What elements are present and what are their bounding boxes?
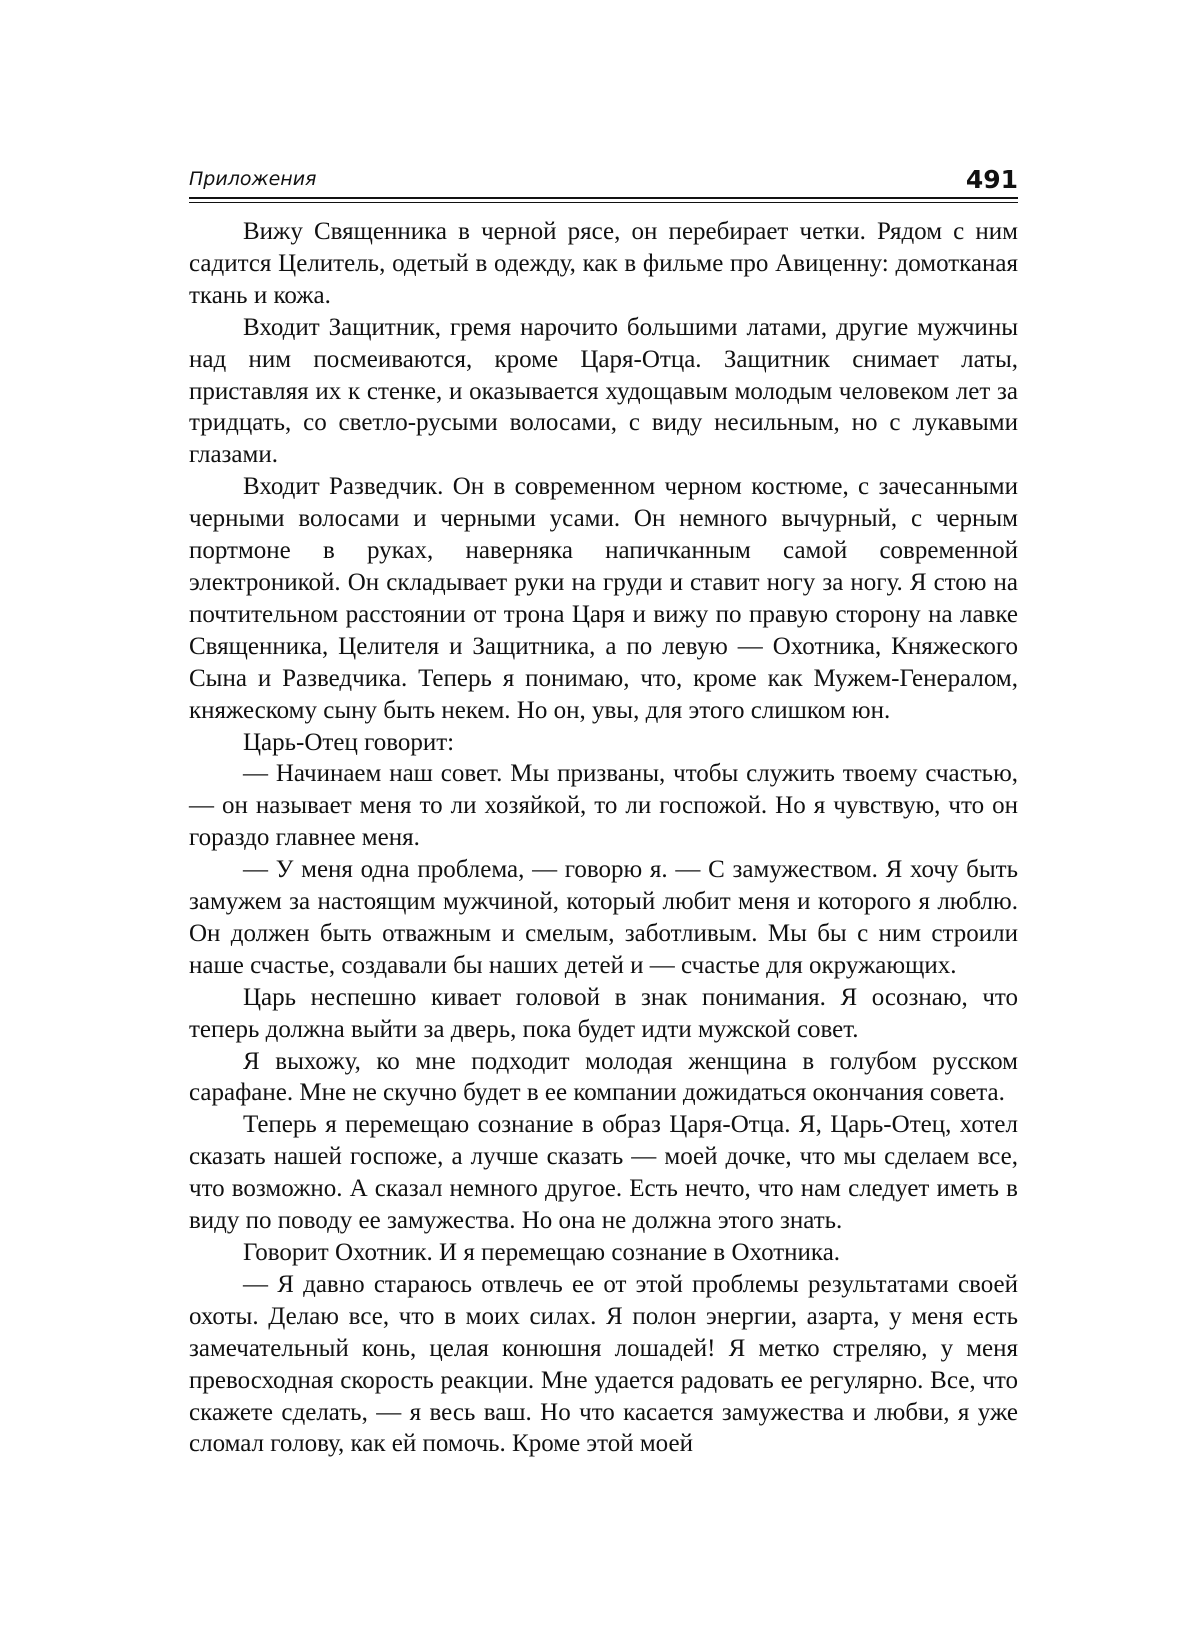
paragraph: — Начинаем наш совет. Мы призваны, чтобы служить твоему счастью, — он называет меня то ли хозяйкой, то ли госпожой. Но я чувствую, что он гораздо главнее меня. <box>189 760 1018 852</box>
paragraph: Я выхожу, ко мне подходит молодая женщина в голубом русском сарафане. Мне не скучно будет в ее компании дожидаться окончания совета. <box>189 1047 1018 1107</box>
paragraph: Царь-Отец говорит: <box>243 728 455 756</box>
paragraph: — Я давно стараюсь отвлечь ее от этой проблемы результатами своей охоты. Делаю все, что в моих силах. Я полон энергии, азарта, у меня есть замечательный конь, целая конюшня лошадей! Я метко стреляю, у меня превосходная скорость реакции. Мне удается радовать ее регулярно. Все, что скажете сделать, — я весь ваш. Но что касается замужества и любви, я уже сломал голову, как ей помочь. Кроме этой моей <box>189 1270 1018 1458</box>
paragraph: Говорит Охотник. И я перемещаю сознание в Охотника. <box>243 1239 841 1266</box>
header-rule <box>189 197 1018 199</box>
paragraph: Входит Разведчик. Он в современном черном костюме, с зачесанными черными волосами и черными усами. Он немного вычурный, с черным портмоне в руках, наверняка напичканным самой современной электроникой. Он складывает руки на груди и ставит ногу за ногу. Я стою на почтительном расстоянии от трона Царя и вижу по правую сторону на лавке Священника, Целителя и Защитника, а по левую — Охотника, Княжеского Сына и Разведчика. Теперь я понимаю, что, кроме как Мужем-Генералом, княжескому сыну быть некем. Но он, увы, для этого слишком юн. <box>189 473 1018 724</box>
paragraph: Царь неспешно кивает головой в знак понимания. Я осознаю, что теперь должна выйти за дверь, пока будет идти мужской совет. <box>189 983 1018 1043</box>
paragraph: Теперь я перемещаю сознание в образ Царя-Отца. Я, Царь-Отец, хотел сказать нашей госпоже, а лучше сказать — моей дочке, что мы сделаем все, что возможно. А сказал немного другое. Есть нечто, что нам следует иметь в виду по поводу ее замужества. Но она не должна этого знать. <box>189 1111 1018 1235</box>
page-header <box>189 162 1018 196</box>
running-head: Приложения <box>189 168 317 190</box>
header-rule-thin <box>189 202 1018 203</box>
page-number: 491 <box>965 165 1018 194</box>
paragraph: Вижу Священника в черной рясе, он перебирает четки. Рядом с ним садится Целитель, одетый в одежду, как в фильме про Авиценну: домотканая ткань и кожа. <box>189 218 1018 309</box>
paragraph: — У меня одна проблема, — говорю я. — С замужеством. Я хочу быть замужем за настоящим мужчиной, который любит меня и которого я люблю. Он должен быть отважным и смелым, заботливым. Мы бы с ним строили наше счастье, создавали бы наших детей и — счастье для окружающих. <box>189 856 1018 979</box>
paragraph: Входит Защитник, гремя нарочито большими латами, другие мужчины над ним посмеиваются, кроме Царя-Отца. Защитник снимает латы, приставляя их к стенке, и оказывается худощавым молодым человеком лет за тридцать, со светло-русыми волосами, с виду несильным, но с лукавыми глазами. <box>189 313 1018 469</box>
body-text <box>189 216 1018 1460</box>
